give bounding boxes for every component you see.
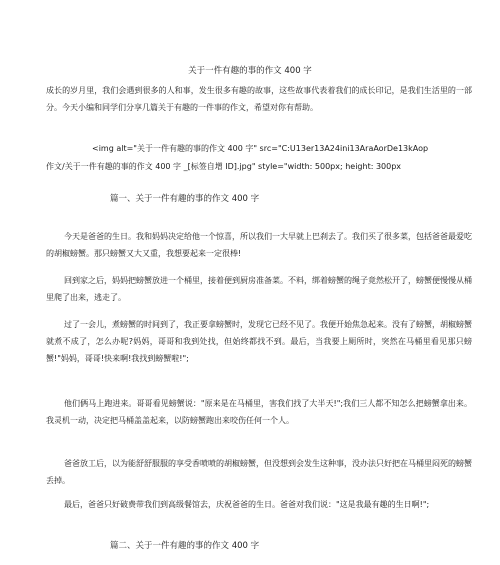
paragraph-6: 最后，爸爸只好破费带我们到高级餐馆去，庆祝爸爸的生日。爸爸对我们说："这是我最有趣的生日啊!"; (64, 500, 430, 509)
intro-paragraph: 成长的岁月里，我们会遇到很多的人和事，发生很多有趣的故事，这些故事代表着我们的成长印记，是我们生活里的一部分。今天小编和同学们分享几篇关于有趣的一件事的作文，希望对你有帮助。 (46, 86, 472, 112)
section-1-heading: 篇一、关于一件有趣的事的作文 400 字 (110, 194, 260, 204)
img-tag-text (46, 140, 472, 176)
img-tag-line-2: 作文/关于一件有趣的事的作文 400 字 _[标签自增 ID].jpg" style="width: 500px; height: 300px (46, 162, 402, 171)
paragraph-3: 过了一会儿，煮螃蟹的时间到了，我正要拿螃蟹时，发现它已经不见了。我便开始焦急起来。没有了螃蟹，胡椒螃蟹就煮不成了，怎么办呢?妈妈，哥哥和我到处找，但始终都找不到。最后，当我要上厕所时，突然在马桶里看见那只螃蟹!"妈妈，哥哥!快来啊!我找到螃蟹啦!"; (46, 320, 472, 363)
paragraph-2: 回到家之后，妈妈把螃蟹放进一个桶里，接着便到厨房准备菜。不料，绑着螃蟹的绳子竟然松开了，螃蟹便慢慢从桶里爬了出来，逃走了。 (46, 276, 472, 302)
img-tag-line-1: <img alt="关于一件有趣的事的作文 400 字" src="C:U13er13A24ini13AraAorDe13kAop (92, 144, 429, 153)
paragraph-1: 今天是爸爸的生日。我和妈妈决定给他一个惊喜，所以我们一大早就上巴刹去了。我们买了很多菜，包括爸爸最爱吃的胡椒螃蟹。那只螃蟹又大又重，我想要起来一定很棒! (46, 232, 472, 258)
section-2-heading: 篇二、关于一件有趣的事的作文 400 字 (110, 541, 260, 551)
paragraph-5: 爸爸放工后，以为能舒舒服服的享受香喷喷的胡椒螃蟹，但没想到会发生这种事，没办法只好把在马桶里闷死的螃蟹丢掉。 (46, 459, 472, 485)
document-title: 关于一件有趣的事的作文 400 字 (188, 66, 312, 76)
paragraph-4: 他们俩马上跑进来。哥哥看见螃蟹说："原来是在马桶里，害我们找了大半天!";我们三人都不知怎么把螃蟹拿出来。我灵机一动，决定把马桶盖盖起来，以防螃蟹跑出来咬伤任何一个人。 (46, 399, 472, 425)
